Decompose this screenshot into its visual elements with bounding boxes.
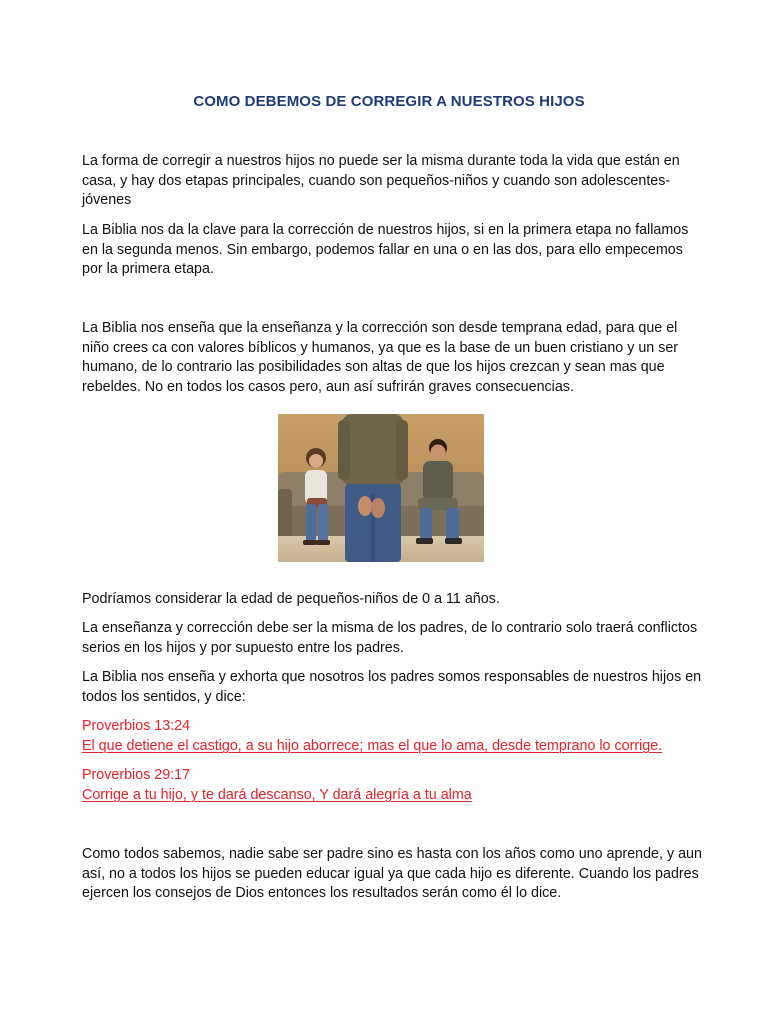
verse-reference: Proverbios 29:17 xyxy=(82,767,191,783)
paragraph-biblia-clave: La Biblia nos da la clave para la corrección de nuestros hijos, si en la primera etapa no fallamos en la segunda menos. Sin embargo, podemos fallar en una o en las dos, para ello empecemos por la primera etapa. xyxy=(82,222,689,277)
paragraph-ensenanza-temprana: La Biblia nos enseña que la enseñanza y la corrección son desde temprana edad, para que el niño crees ca con valores bíblicos y humanos, ya que es la base de un buen cristiano y un ser humano, de lo contrario las posibilidades son altas de que los hijos crezcan y sean mas que rebeldes. No en todos los casos pero, aun así sufrirán graves consecuencias. xyxy=(82,320,679,395)
document-title: COMO DEBEMOS DE CORREGIR A NUESTROS HIJOS xyxy=(193,93,585,110)
paragraph-edad-ninos: Podríamos considerar la edad de pequeños-niños de 0 a 11 años. xyxy=(82,591,500,607)
verse-text: El que detiene el castigo, a su hijo aborrece; mas el que lo ama, desde temprano lo corrige. xyxy=(82,738,663,754)
paragraph-intro: La forma de corregir a nuestros hijos no puede ser la misma durante toda la vida que están en casa, y hay dos etapas principales, cuando son pequeños-niños y cuando son adolescentes-jóvenes xyxy=(82,153,680,208)
paragraph-conclusion: Como todos sabemos, nadie sabe ser padre sino es hasta con los años como uno aprende, y aun así, no a todos los hijos se pueden educar igual ya que cada hijo es diferente. Cuando los padres ejercen los consejos de Dios entonces los resultados serán como él lo dice. xyxy=(82,846,702,901)
paragraph-misma-ensenanza: La enseñanza y corrección debe ser la misma de los padres, de lo contrario solo traerá conflictos serios en los hijos y por supuesto entre los padres. xyxy=(82,620,698,656)
verse-text: Corrige a tu hijo, y te dará descanso, Y dará alegría a tu alma xyxy=(82,787,472,803)
family-photo xyxy=(278,414,484,562)
paragraph-padres-responsables: La Biblia nos enseña y exhorta que nosotros los padres somos responsables de nuestros hijos en todos los sentidos, y dice: xyxy=(82,669,702,705)
verse-reference: Proverbios 13:24 xyxy=(82,718,191,734)
